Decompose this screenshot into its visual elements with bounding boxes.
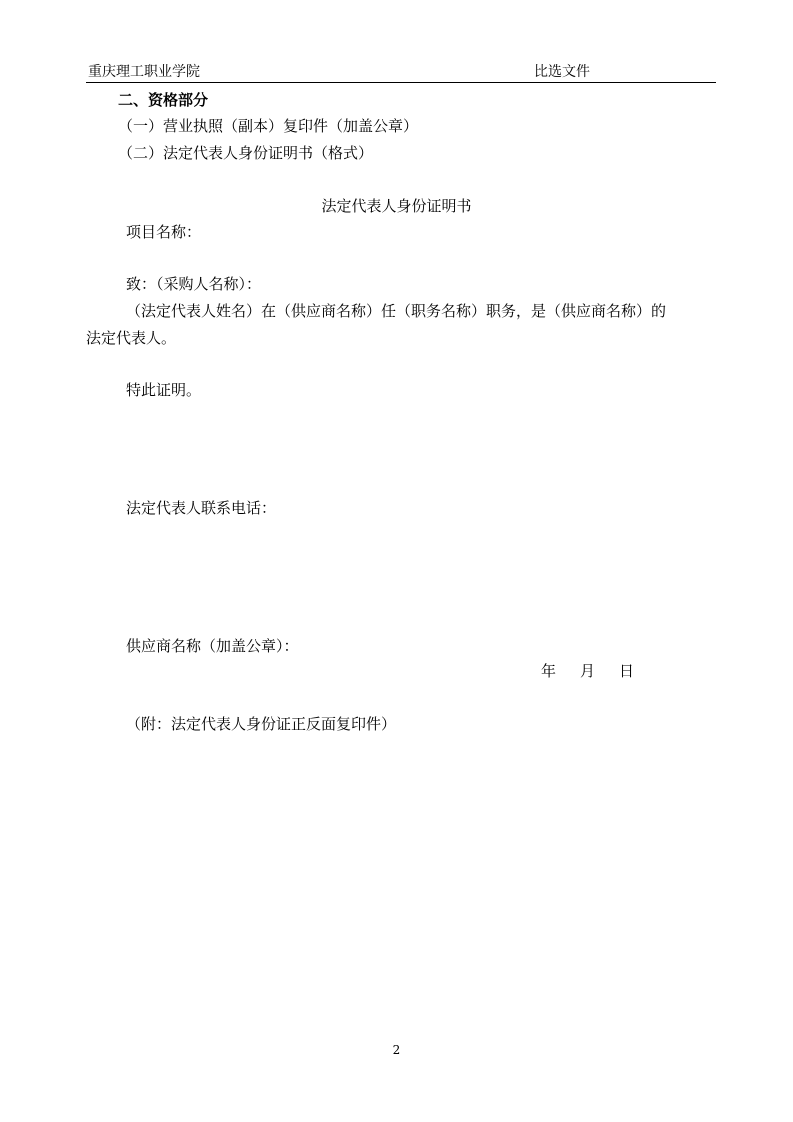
section-item-1: （一）营业执照（副本）复印件（加盖公章）	[118, 117, 419, 135]
date-line	[541, 661, 634, 681]
date-year: 年	[541, 662, 557, 680]
section-heading: 二、资格部分	[118, 91, 209, 109]
certify-line: 特此证明。	[126, 381, 202, 399]
header-institution: 重庆理工职业学院	[88, 64, 200, 80]
body-line-2: 法定代表人。	[86, 329, 177, 347]
date-day: 日	[619, 662, 635, 680]
header-divider	[86, 82, 716, 83]
body-line-1: （法定代表人姓名）在（供应商名称）任（职务名称）职务，是（供应商名称）的	[126, 302, 667, 320]
supplier-name-label: 供应商名称（加盖公章）：	[126, 637, 299, 655]
addressee-line: 致：（采购人名称）：	[126, 275, 262, 293]
attachment-note: （附：法定代表人身份证正反面复印件）	[126, 715, 397, 733]
page-header	[86, 60, 716, 82]
project-name-label: 项目名称：	[126, 223, 202, 241]
phone-label: 法定代表人联系电话：	[126, 499, 277, 517]
page-number: 2	[392, 1043, 401, 1057]
section-item-2: （二）法定代表人身份证明书（格式）	[118, 144, 374, 162]
date-month: 月	[580, 662, 596, 680]
header-document-type: 比选文件	[534, 64, 590, 80]
form-title: 法定代表人身份证明书	[321, 197, 472, 215]
